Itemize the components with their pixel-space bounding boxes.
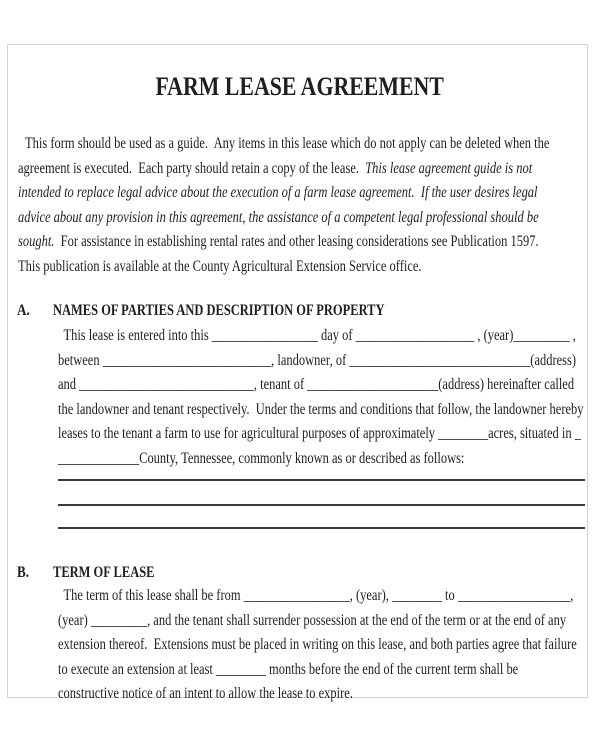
blank-write-line (58, 527, 585, 529)
section-a-body (58, 324, 600, 471)
blank-write-line (58, 479, 585, 481)
text-segment-italic: This lease agreement guide is not (365, 159, 533, 177)
text-line: _____________County, Tennessee, commonly known as or described as follows: (58, 449, 465, 467)
blank-write-line (58, 504, 585, 506)
text-segment: agreement is executed. Each party should retain a copy of the lease. (18, 159, 366, 177)
text-line: This lease is entered into this _________________ day of ___________________ , (year)_________ , (63, 327, 576, 344)
section-b-body (58, 584, 600, 707)
text-line: The term of this lease shall be from _________________, (year), ________ to __________________, (63, 587, 574, 604)
text-line: between ___________________________, landowner, of _____________________________(address) (58, 351, 577, 369)
text-line: constructive notice of an intent to allow the lease to expire. (58, 685, 353, 702)
text-line: This publication is available at the County Agricultural Extension Service office. (18, 257, 422, 275)
text-line: This form should be used as a guide. Any items in this lease which do not apply can be deleted when the (25, 135, 550, 152)
section-b-heading: TERM OF LEASE (53, 564, 155, 581)
text-line: leases to the tenant a farm to use for agricultural purposes of approximately ________acres, situated in _ (58, 425, 581, 442)
text-segment-italic: sought. (18, 233, 55, 250)
text-line: and ____________________________, tenant of _____________________(address) hereinafter called (58, 376, 575, 393)
text-line: extension thereof. Extensions must be placed in writing on this lease, and both parties agree that failure (58, 636, 577, 653)
text-line: (year) _________, and the tenant shall surrender possession at the end of the term or at the end of any (58, 611, 567, 629)
text-line: advice about any provision in this agreement, the assistance of a competent legal professional should be (18, 208, 539, 226)
text-line: intended to replace legal advice about the execution of a farm lease agreement. If the user desires legal (18, 184, 538, 201)
section-a-label: A. (17, 302, 30, 319)
document-title (0, 71, 600, 103)
text-line: to execute an extension at least ________ months before the end of the current term shall be (58, 660, 519, 678)
section-b-label: B. (17, 564, 30, 581)
section-a-heading: NAMES OF PARTIES AND DESCRIPTION OF PROPERTY (53, 302, 385, 319)
document-title-text: FARM LEASE AGREEMENT (155, 72, 445, 101)
text-line: the landowner and tenant respectively. Under the terms and conditions that follow, the landowner hereby (58, 400, 584, 418)
text-segment: For assistance in establishing rental rates and other leasing considerations see Publication 1597. (54, 233, 539, 250)
text-line (18, 157, 600, 182)
intro-paragraph (18, 132, 600, 279)
text-line (18, 230, 600, 255)
